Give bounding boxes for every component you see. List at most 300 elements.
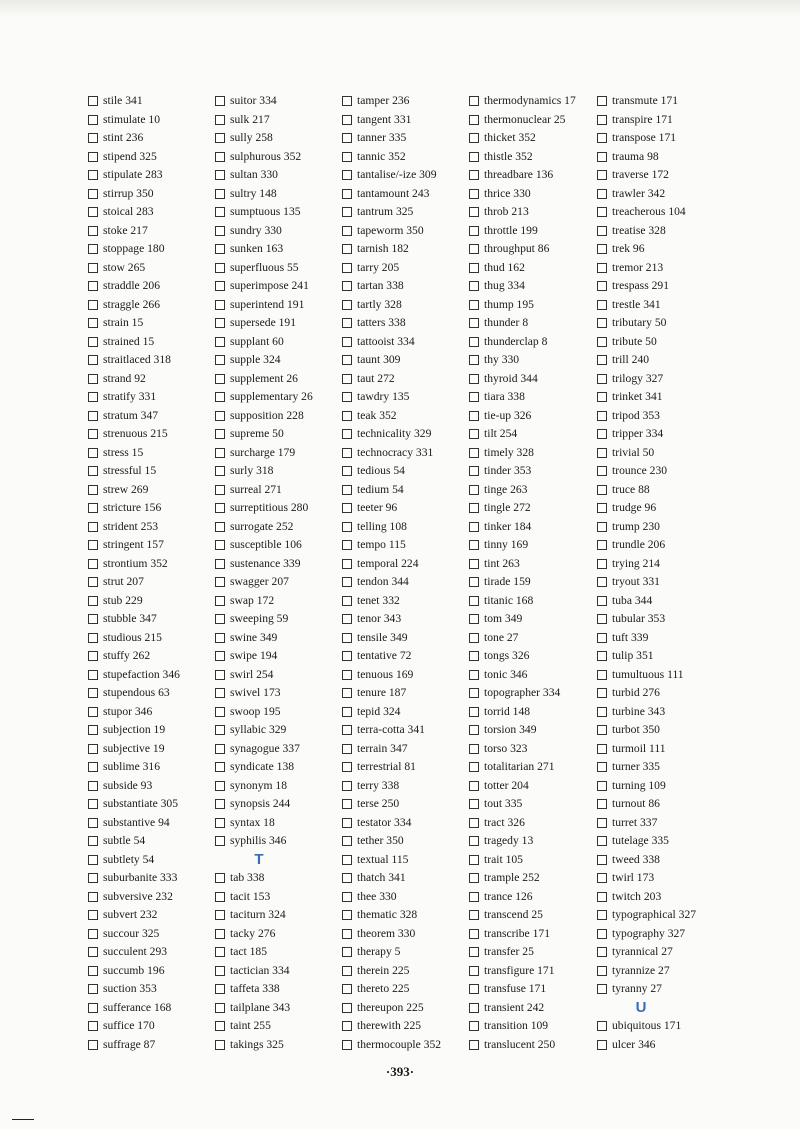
checkbox-icon[interactable] <box>215 799 225 809</box>
checkbox-icon[interactable] <box>597 614 607 624</box>
checkbox-icon[interactable] <box>342 207 352 217</box>
checkbox-icon[interactable] <box>215 966 225 976</box>
entry-text: sultry 148 <box>230 186 277 200</box>
checkbox-icon[interactable] <box>88 355 98 365</box>
checkbox-icon[interactable] <box>342 318 352 328</box>
checkbox-icon[interactable] <box>597 448 607 458</box>
checkbox-icon[interactable] <box>597 429 607 439</box>
checkbox-icon[interactable] <box>342 503 352 513</box>
checkbox-icon[interactable] <box>342 799 352 809</box>
checkbox-icon[interactable] <box>597 929 607 939</box>
checkbox-icon[interactable] <box>469 152 479 162</box>
checkbox-icon[interactable] <box>342 263 352 273</box>
checkbox-icon[interactable] <box>597 226 607 236</box>
checkbox-icon[interactable] <box>342 448 352 458</box>
checkbox-icon[interactable] <box>215 744 225 754</box>
checkbox-icon[interactable] <box>215 300 225 310</box>
checkbox-icon[interactable] <box>469 392 479 402</box>
checkbox-icon[interactable] <box>597 170 607 180</box>
index-entry <box>597 647 725 666</box>
checkbox-icon[interactable] <box>342 411 352 421</box>
checkbox-icon[interactable] <box>88 374 98 384</box>
checkbox-icon[interactable] <box>215 707 225 717</box>
checkbox-icon[interactable] <box>88 781 98 791</box>
checkbox-icon[interactable] <box>597 133 607 143</box>
checkbox-icon[interactable] <box>88 96 98 106</box>
checkbox-icon[interactable] <box>597 152 607 162</box>
checkbox-icon[interactable] <box>88 189 98 199</box>
checkbox-icon[interactable] <box>342 762 352 772</box>
checkbox-icon[interactable] <box>597 392 607 402</box>
checkbox-icon[interactable] <box>342 226 352 236</box>
checkbox-icon[interactable] <box>469 133 479 143</box>
checkbox-icon[interactable] <box>342 540 352 550</box>
checkbox-icon[interactable] <box>88 836 98 846</box>
checkbox-icon[interactable] <box>342 96 352 106</box>
checkbox-icon[interactable] <box>215 1003 225 1013</box>
checkbox-icon[interactable] <box>469 263 479 273</box>
checkbox-icon[interactable] <box>88 1021 98 1031</box>
checkbox-icon[interactable] <box>342 559 352 569</box>
checkbox-icon[interactable] <box>469 947 479 957</box>
checkbox-icon[interactable] <box>597 281 607 291</box>
checkbox-icon[interactable] <box>597 966 607 976</box>
entry-text: stipend 325 <box>103 149 157 163</box>
checkbox-icon[interactable] <box>597 910 607 920</box>
checkbox-icon[interactable] <box>342 1021 352 1031</box>
checkbox-icon[interactable] <box>342 170 352 180</box>
checkbox-icon[interactable] <box>215 651 225 661</box>
checkbox-icon[interactable] <box>597 263 607 273</box>
checkbox-icon[interactable] <box>342 337 352 347</box>
checkbox-icon[interactable] <box>88 855 98 865</box>
checkbox-icon[interactable] <box>88 929 98 939</box>
checkbox-icon[interactable] <box>88 392 98 402</box>
entry-text: stub 229 <box>103 593 143 607</box>
checkbox-icon[interactable] <box>215 577 225 587</box>
checkbox-icon[interactable] <box>215 596 225 606</box>
checkbox-icon[interactable] <box>469 984 479 994</box>
checkbox-icon[interactable] <box>88 485 98 495</box>
checkbox-icon[interactable] <box>88 966 98 976</box>
entry-text: thereupon 225 <box>357 1000 424 1014</box>
checkbox-icon[interactable] <box>342 725 352 735</box>
checkbox-icon[interactable] <box>88 244 98 254</box>
checkbox-icon[interactable] <box>469 910 479 920</box>
entry-text: taunt 309 <box>357 353 401 366</box>
checkbox-icon[interactable] <box>88 300 98 310</box>
checkbox-icon[interactable] <box>342 485 352 495</box>
checkbox-icon[interactable] <box>342 892 352 902</box>
checkbox-icon[interactable] <box>342 281 352 291</box>
checkbox-icon[interactable] <box>215 1021 225 1031</box>
checkbox-icon[interactable] <box>88 522 98 532</box>
checkbox-icon[interactable] <box>88 152 98 162</box>
checkbox-icon[interactable] <box>469 337 479 347</box>
checkbox-icon[interactable] <box>469 855 479 865</box>
checkbox-icon[interactable] <box>469 651 479 661</box>
checkbox-icon[interactable] <box>88 707 98 717</box>
checkbox-icon[interactable] <box>88 633 98 643</box>
checkbox-icon[interactable] <box>88 892 98 902</box>
checkbox-icon[interactable] <box>597 725 607 735</box>
checkbox-icon[interactable] <box>469 429 479 439</box>
checkbox-icon[interactable] <box>469 892 479 902</box>
checkbox-icon[interactable] <box>88 984 98 994</box>
checkbox-icon[interactable] <box>215 1040 225 1050</box>
checkbox-icon[interactable] <box>342 392 352 402</box>
checkbox-icon[interactable] <box>88 318 98 328</box>
checkbox-icon[interactable] <box>469 448 479 458</box>
checkbox-icon[interactable] <box>342 152 352 162</box>
checkbox-icon[interactable] <box>597 503 607 513</box>
checkbox-icon[interactable] <box>597 818 607 828</box>
index-entry <box>88 185 216 204</box>
checkbox-icon[interactable] <box>597 522 607 532</box>
checkbox-icon[interactable] <box>88 651 98 661</box>
checkbox-icon[interactable] <box>215 762 225 772</box>
checkbox-icon[interactable] <box>342 355 352 365</box>
checkbox-icon[interactable] <box>469 522 479 532</box>
checkbox-icon[interactable] <box>469 670 479 680</box>
checkbox-icon[interactable] <box>597 337 607 347</box>
checkbox-icon[interactable] <box>88 910 98 920</box>
index-entry <box>342 592 470 611</box>
checkbox-icon[interactable] <box>469 170 479 180</box>
index-entry <box>597 573 725 592</box>
checkbox-icon[interactable] <box>469 540 479 550</box>
checkbox-icon[interactable] <box>469 281 479 291</box>
checkbox-icon[interactable] <box>342 836 352 846</box>
checkbox-icon[interactable] <box>215 411 225 421</box>
checkbox-icon[interactable] <box>342 1003 352 1013</box>
checkbox-icon[interactable] <box>88 448 98 458</box>
entry-text: tumultuous 111 <box>612 667 684 681</box>
entry-text: trinket 341 <box>612 390 663 403</box>
corner-mark <box>12 1119 34 1120</box>
checkbox-icon[interactable] <box>469 688 479 698</box>
checkbox-icon[interactable] <box>597 189 607 199</box>
checkbox-icon[interactable] <box>597 244 607 254</box>
checkbox-icon[interactable] <box>88 411 98 421</box>
checkbox-icon[interactable] <box>342 577 352 587</box>
checkbox-icon[interactable] <box>215 355 225 365</box>
entry-text: tulip 351 <box>612 649 654 662</box>
checkbox-icon[interactable] <box>469 503 479 513</box>
checkbox-icon[interactable] <box>342 466 352 476</box>
checkbox-icon[interactable] <box>469 189 479 199</box>
checkbox-icon[interactable] <box>88 466 98 476</box>
checkbox-icon[interactable] <box>469 466 479 476</box>
checkbox-icon[interactable] <box>215 318 225 328</box>
checkbox-icon[interactable] <box>215 725 225 735</box>
checkbox-icon[interactable] <box>215 540 225 550</box>
checkbox-icon[interactable] <box>215 133 225 143</box>
checkbox-icon[interactable] <box>597 744 607 754</box>
checkbox-icon[interactable] <box>215 781 225 791</box>
checkbox-icon[interactable] <box>88 1003 98 1013</box>
checkbox-icon[interactable] <box>597 1021 607 1031</box>
checkbox-icon[interactable] <box>342 910 352 920</box>
checkbox-icon[interactable] <box>597 984 607 994</box>
checkbox-icon[interactable] <box>88 559 98 569</box>
entry-text: tensile 349 <box>357 630 408 644</box>
checkbox-icon[interactable] <box>342 133 352 143</box>
checkbox-icon[interactable] <box>469 96 479 106</box>
entry-text: supplant 60 <box>230 334 284 348</box>
checkbox-icon[interactable] <box>469 633 479 643</box>
checkbox-icon[interactable] <box>215 96 225 106</box>
index-entry <box>342 1036 470 1055</box>
checkbox-icon[interactable] <box>597 1040 607 1050</box>
checkbox-icon[interactable] <box>597 207 607 217</box>
entry-text: trump 230 <box>612 519 660 533</box>
checkbox-icon[interactable] <box>215 984 225 994</box>
checkbox-icon[interactable] <box>342 244 352 254</box>
entry-text: suitor 334 <box>230 94 277 107</box>
checkbox-icon[interactable] <box>215 522 225 532</box>
checkbox-icon[interactable] <box>342 984 352 994</box>
checkbox-icon[interactable] <box>88 873 98 883</box>
checkbox-icon[interactable] <box>469 115 479 125</box>
checkbox-icon[interactable] <box>342 688 352 698</box>
checkbox-icon[interactable] <box>597 577 607 587</box>
index-entry <box>469 499 597 518</box>
checkbox-icon[interactable] <box>342 966 352 976</box>
checkbox-icon[interactable] <box>88 429 98 439</box>
checkbox-icon[interactable] <box>597 411 607 421</box>
checkbox-icon[interactable] <box>342 781 352 791</box>
checkbox-icon[interactable] <box>469 485 479 495</box>
checkbox-icon[interactable] <box>469 226 479 236</box>
checkbox-icon[interactable] <box>469 1003 479 1013</box>
checkbox-icon[interactable] <box>215 688 225 698</box>
checkbox-icon[interactable] <box>215 633 225 643</box>
checkbox-icon[interactable] <box>215 485 225 495</box>
checkbox-icon[interactable] <box>597 485 607 495</box>
checkbox-icon[interactable] <box>215 503 225 513</box>
checkbox-icon[interactable] <box>342 651 352 661</box>
checkbox-icon[interactable] <box>469 744 479 754</box>
checkbox-icon[interactable] <box>215 947 225 957</box>
entry-text: tenuous 169 <box>357 667 414 681</box>
checkbox-icon[interactable] <box>342 429 352 439</box>
checkbox-icon[interactable] <box>342 744 352 754</box>
index-entry <box>88 777 216 796</box>
checkbox-icon[interactable] <box>215 614 225 624</box>
checkbox-icon[interactable] <box>215 892 225 902</box>
checkbox-icon[interactable] <box>215 392 225 402</box>
checkbox-icon[interactable] <box>88 207 98 217</box>
index-entry <box>215 222 343 241</box>
index-entry <box>215 425 343 444</box>
checkbox-icon[interactable] <box>597 781 607 791</box>
checkbox-icon[interactable] <box>342 855 352 865</box>
checkbox-icon[interactable] <box>88 263 98 273</box>
checkbox-icon[interactable] <box>342 818 352 828</box>
checkbox-icon[interactable] <box>469 873 479 883</box>
checkbox-icon[interactable] <box>597 374 607 384</box>
checkbox-icon[interactable] <box>215 429 225 439</box>
checkbox-icon[interactable] <box>215 226 225 236</box>
checkbox-icon[interactable] <box>88 799 98 809</box>
checkbox-icon[interactable] <box>342 115 352 125</box>
checkbox-icon[interactable] <box>342 374 352 384</box>
checkbox-icon[interactable] <box>342 633 352 643</box>
checkbox-icon[interactable] <box>88 762 98 772</box>
checkbox-icon[interactable] <box>469 799 479 809</box>
checkbox-icon[interactable] <box>469 596 479 606</box>
checkbox-icon[interactable] <box>215 929 225 939</box>
index-entry <box>469 758 597 777</box>
checkbox-icon[interactable] <box>342 522 352 532</box>
checkbox-icon[interactable] <box>88 688 98 698</box>
checkbox-icon[interactable] <box>597 670 607 680</box>
checkbox-icon[interactable] <box>215 170 225 180</box>
checkbox-icon[interactable] <box>469 1040 479 1050</box>
checkbox-icon[interactable] <box>342 707 352 717</box>
entry-text: ubiquitous 171 <box>612 1019 682 1032</box>
checkbox-icon[interactable] <box>469 244 479 254</box>
checkbox-icon[interactable] <box>597 651 607 661</box>
checkbox-icon[interactable] <box>88 577 98 587</box>
checkbox-icon[interactable] <box>597 596 607 606</box>
entry-text: stile 341 <box>103 94 143 107</box>
checkbox-icon[interactable] <box>597 466 607 476</box>
checkbox-icon[interactable] <box>88 503 98 513</box>
index-entry <box>88 203 216 222</box>
checkbox-icon[interactable] <box>469 966 479 976</box>
entry-text: tone 27 <box>484 630 519 644</box>
checkbox-icon[interactable] <box>597 707 607 717</box>
checkbox-icon[interactable] <box>597 540 607 550</box>
checkbox-icon[interactable] <box>88 614 98 624</box>
checkbox-icon[interactable] <box>597 799 607 809</box>
checkbox-icon[interactable] <box>215 115 225 125</box>
checkbox-icon[interactable] <box>215 818 225 828</box>
checkbox-icon[interactable] <box>469 300 479 310</box>
entry-text: tepid 324 <box>357 704 401 718</box>
checkbox-icon[interactable] <box>597 559 607 569</box>
entry-text: threadbare 136 <box>484 168 554 181</box>
checkbox-icon[interactable] <box>597 762 607 772</box>
checkbox-icon[interactable] <box>342 947 352 957</box>
checkbox-icon[interactable] <box>469 411 479 421</box>
checkbox-icon[interactable] <box>469 818 479 828</box>
checkbox-icon[interactable] <box>215 374 225 384</box>
checkbox-icon[interactable] <box>469 207 479 217</box>
checkbox-icon[interactable] <box>469 836 479 846</box>
checkbox-icon[interactable] <box>342 929 352 939</box>
checkbox-icon[interactable] <box>88 337 98 347</box>
checkbox-icon[interactable] <box>88 540 98 550</box>
index-entry <box>342 684 470 703</box>
entry-text: topographer 334 <box>484 686 561 699</box>
checkbox-icon[interactable] <box>597 96 607 106</box>
checkbox-icon[interactable] <box>342 614 352 624</box>
checkbox-icon[interactable] <box>597 855 607 865</box>
index-entry <box>88 111 216 130</box>
checkbox-icon[interactable] <box>597 300 607 310</box>
checkbox-icon[interactable] <box>469 374 479 384</box>
index-entry <box>469 814 597 833</box>
checkbox-icon[interactable] <box>597 633 607 643</box>
entry-text: transmute 171 <box>612 94 679 107</box>
checkbox-icon[interactable] <box>215 189 225 199</box>
checkbox-icon[interactable] <box>342 670 352 680</box>
checkbox-icon[interactable] <box>215 263 225 273</box>
checkbox-icon[interactable] <box>469 318 479 328</box>
checkbox-icon[interactable] <box>215 670 225 680</box>
checkbox-icon[interactable] <box>469 762 479 772</box>
checkbox-icon[interactable] <box>88 596 98 606</box>
checkbox-icon[interactable] <box>215 559 225 569</box>
index-entry <box>469 277 597 296</box>
checkbox-icon[interactable] <box>88 744 98 754</box>
checkbox-icon[interactable] <box>469 929 479 939</box>
checkbox-icon[interactable] <box>469 781 479 791</box>
checkbox-icon[interactable] <box>215 466 225 476</box>
checkbox-icon[interactable] <box>597 892 607 902</box>
checkbox-icon[interactable] <box>215 207 225 217</box>
checkbox-icon[interactable] <box>597 688 607 698</box>
checkbox-icon[interactable] <box>88 818 98 828</box>
checkbox-icon[interactable] <box>469 559 479 569</box>
checkbox-icon[interactable] <box>342 873 352 883</box>
checkbox-icon[interactable] <box>469 577 479 587</box>
checkbox-icon[interactable] <box>88 725 98 735</box>
checkbox-icon[interactable] <box>469 707 479 717</box>
checkbox-icon[interactable] <box>597 115 607 125</box>
checkbox-icon[interactable] <box>88 170 98 180</box>
index-entry <box>469 666 597 685</box>
entry-text: superintend 191 <box>230 297 305 311</box>
checkbox-icon[interactable] <box>469 614 479 624</box>
checkbox-icon[interactable] <box>88 670 98 680</box>
checkbox-icon[interactable] <box>88 115 98 125</box>
checkbox-icon[interactable] <box>215 448 225 458</box>
checkbox-icon[interactable] <box>597 947 607 957</box>
checkbox-icon[interactable] <box>88 133 98 143</box>
checkbox-icon[interactable] <box>215 152 225 162</box>
checkbox-icon[interactable] <box>215 337 225 347</box>
checkbox-icon[interactable] <box>597 836 607 846</box>
checkbox-icon[interactable] <box>597 318 607 328</box>
checkbox-icon[interactable] <box>342 300 352 310</box>
checkbox-icon[interactable] <box>88 226 98 236</box>
checkbox-icon[interactable] <box>88 1040 98 1050</box>
entry-text: turret 337 <box>612 815 658 829</box>
checkbox-icon[interactable] <box>88 947 98 957</box>
checkbox-icon[interactable] <box>88 281 98 291</box>
checkbox-icon[interactable] <box>215 910 225 920</box>
checkbox-icon[interactable] <box>215 244 225 254</box>
checkbox-icon[interactable] <box>469 1021 479 1031</box>
checkbox-icon[interactable] <box>342 596 352 606</box>
checkbox-icon[interactable] <box>215 836 225 846</box>
checkbox-icon[interactable] <box>469 355 479 365</box>
checkbox-icon[interactable] <box>342 189 352 199</box>
checkbox-icon[interactable] <box>215 281 225 291</box>
checkbox-icon[interactable] <box>342 1040 352 1050</box>
checkbox-icon[interactable] <box>215 873 225 883</box>
checkbox-icon[interactable] <box>469 725 479 735</box>
index-entry <box>597 92 725 111</box>
checkbox-icon[interactable] <box>597 873 607 883</box>
checkbox-icon[interactable] <box>597 355 607 365</box>
entry-text: suburbanite 333 <box>103 871 178 884</box>
entry-text: truce 88 <box>612 482 650 496</box>
